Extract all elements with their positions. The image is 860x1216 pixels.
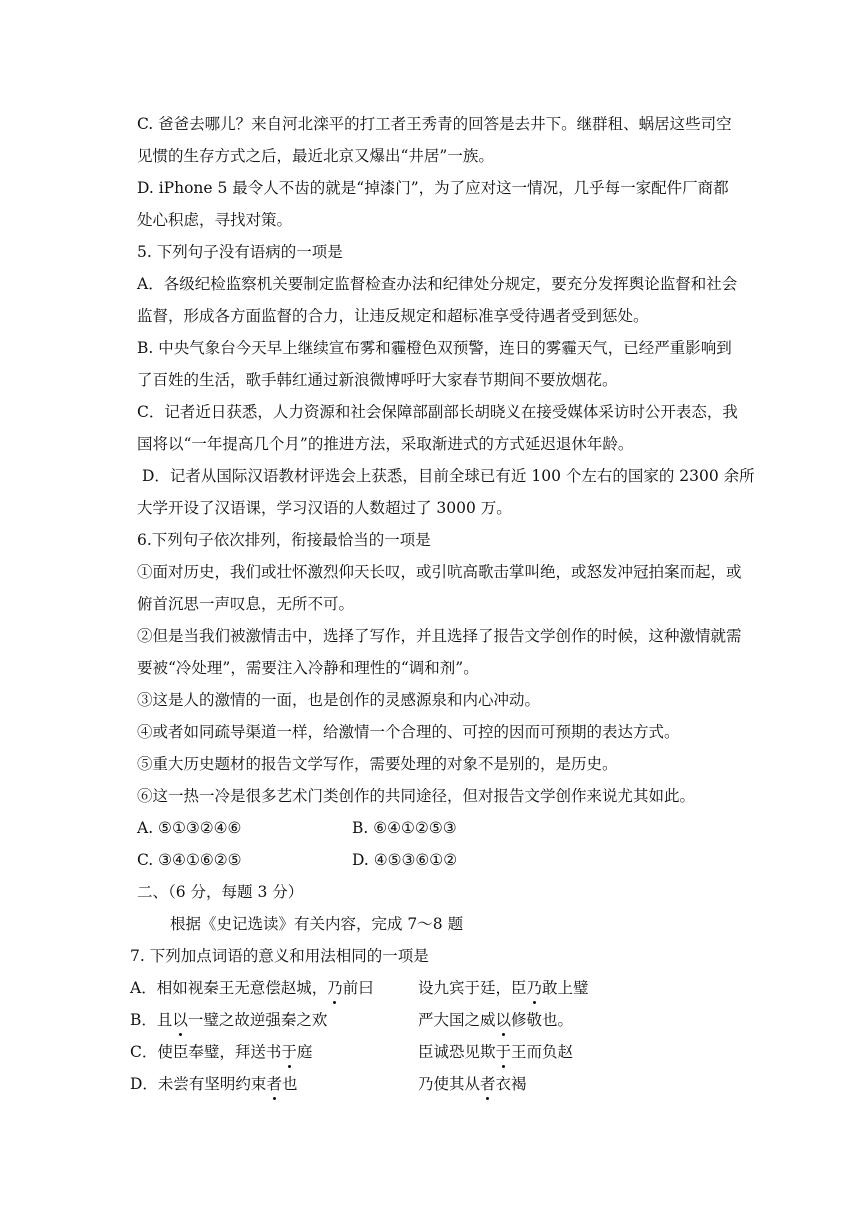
q4-option-d-line1: D. iPhone 5 最令人不齿的就是“掉漆门”，为了应对这一情况，几乎每一家配件厂商都 [137, 179, 729, 197]
q7-option-b-right: 严大国之威以修敬也。 [418, 1011, 574, 1029]
q5-option-b-line2: 了百姓的生活，歌手韩红通过新浪微博呼吁大家春节期间不要放烟花。 [137, 371, 618, 389]
q6-sentence-3: ③这是人的激情的一面，也是创作的灵感源泉和内心冲动。 [137, 691, 541, 709]
q6-sentence-6: ⑥这一热一冷是很多艺术门类创作的共同途径，但对报告文学创作来说尤其如此。 [137, 787, 696, 805]
emphasis-dot-word: 者 [480, 1075, 496, 1093]
q7-option-c-left: C．使臣奉璧，拜送书于庭 [130, 1043, 313, 1061]
q5-stem: 5. 下列句子没有语病的一项是 [137, 243, 343, 261]
q5-option-a-line1: A．各级纪检监察机关要制定监督检查办法和纪律处分规定，要充分发挥舆论监督和社会 [137, 275, 738, 293]
emphasis-dot-word: 乃 [526, 979, 543, 997]
emphasis-dot-word: 者 [266, 1075, 282, 1093]
emphasis-dot-word: 于 [495, 1043, 512, 1061]
q4-option-c-line1: C. 爸爸去哪儿？来自河北滦平的打工者王秀青的回答是去井下。继群租、蜗居这些司空 [137, 115, 732, 133]
q4-option-d-line2: 处心积虑，寻找对策。 [137, 211, 293, 229]
q7-option-d-left: D．未尝有坚明约束者也 [130, 1075, 298, 1093]
q6-option-a: A. ⑤①③②④⑥ [137, 819, 242, 837]
q6-sentence-1-line1: ①面对历史，我们或壮怀激烈仰天长叹，或引吭高歌击掌叫绝，或怒发冲冠拍案而起，或 [137, 563, 742, 581]
q7-option-a-left: A．相如视秦王无意偿赵城，乃前曰 [130, 979, 374, 997]
emphasis-dot-word: 以 [172, 1011, 188, 1029]
q6-sentence-2-line2: 要被“冷处理”，需要注入冷静和理性的“调和剂”。 [137, 659, 479, 677]
q6-sentence-4: ④或者如同疏导渠道一样，给激情一个合理的、可控的因而可预期的表达方式。 [137, 723, 680, 741]
emphasis-dot-word: 乃 [327, 979, 343, 997]
q7-option-b-left: B．且以一璧之故逆强秦之欢 [130, 1011, 328, 1029]
q7-option-a-right: 设九宾于廷，臣乃敢上璧 [418, 979, 589, 997]
q6-sentence-1-line2: 俯首沉思一声叹息，无所不可。 [137, 595, 355, 613]
emphasis-dot-word: 于 [281, 1043, 297, 1061]
q6-stem: 6.下列句子依次排列，衔接最恰当的一项是 [137, 531, 431, 549]
q6-option-c: C. ③④①⑥②⑤ [137, 851, 242, 869]
section-2-intro: 根据《史记选读》有关内容，完成 7～8 题 [170, 915, 464, 933]
emphasis-dot-word: 以 [495, 1011, 512, 1029]
section-2-heading: 二、（6 分，每题 3 分） [137, 883, 304, 901]
q4-option-c-line2: 见惯的生存方式之后，最近北京又爆出“井居”一族。 [137, 147, 494, 165]
q6-sentence-2-line1: ②但是当我们被激情击中，选择了写作，并且选择了报告文学创作的时候，这种激情就需 [137, 627, 742, 645]
q7-option-c-right: 臣诚恐见欺于王而负赵 [418, 1043, 574, 1061]
q7-option-d-right: 乃使其从者衣褐 [418, 1075, 527, 1093]
q5-option-b-line1: B. 中央气象台今天早上继续宣布雾和霾橙色双预警，连日的雾霾天气，已经严重影响到 [137, 339, 732, 357]
q7-stem: 7. 下列加点词语的意义和用法相同的一项是 [130, 947, 429, 965]
q5-option-a-line2: 监督，形成各方面监督的合力，让违反规定和超标准享受待遇者受到惩处。 [137, 307, 649, 325]
q5-option-d-line1: D．记者从国际汉语教材评选会上获悉，目前全球已有近 100 个左右的国家的 2300 余所 [142, 467, 755, 485]
q6-option-b: B. ⑥④①②⑤③ [352, 819, 457, 837]
q5-option-c-line2: 国将以“一年提高几个月”的推进方法，采取渐进式的方式延迟退休年龄。 [137, 435, 634, 453]
q6-sentence-5: ⑤重大历史题材的报告文学写作，需要处理的对象不是别的，是历史。 [137, 755, 618, 773]
q6-option-d: D. ④⑤③⑥①② [352, 851, 458, 869]
q5-option-c-line1: C．记者近日获悉，人力资源和社会保障部副部长胡晓义在接受媒体采访时公开表态，我 [137, 403, 738, 421]
q5-option-d-line2: 大学开设了汉语课，学习汉语的人数超过了 3000 万。 [137, 499, 512, 517]
